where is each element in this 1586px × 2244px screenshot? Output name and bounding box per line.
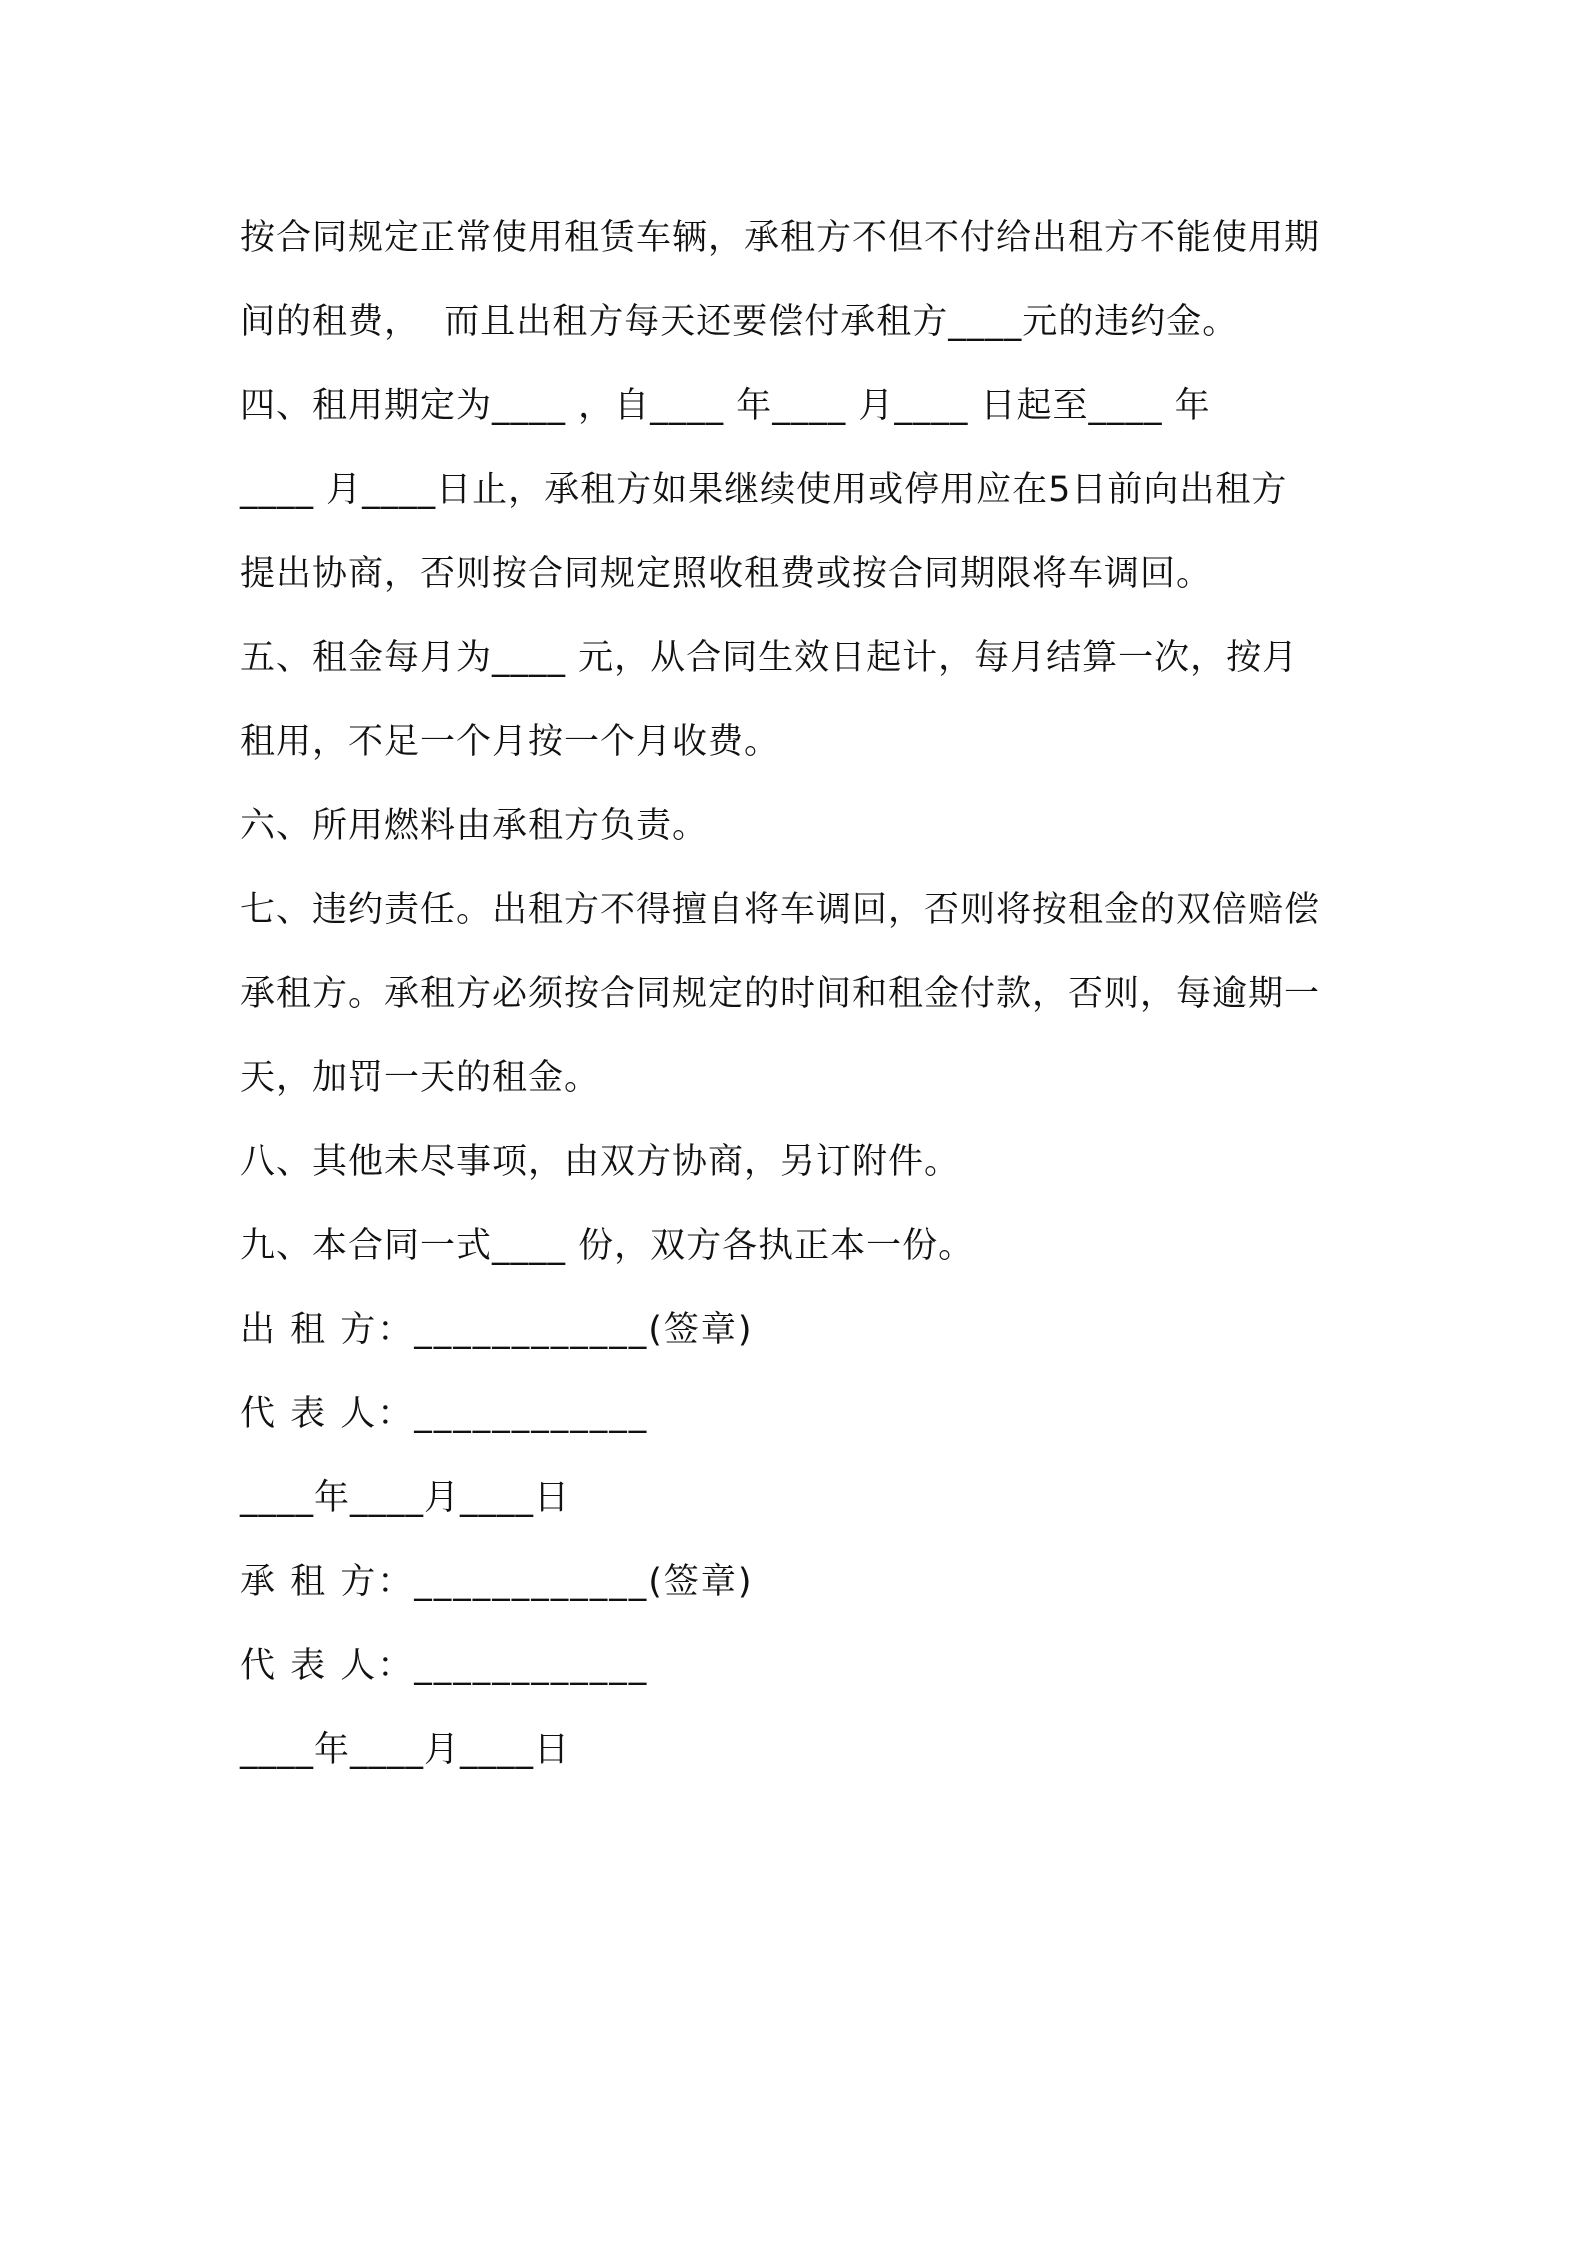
- clause-9: 九、本合同一式____ 份，双方各执正本一份。: [240, 1226, 975, 1266]
- clause-4-line-1: 四、租用期定为____ ，自____ 年____ 月____ 日起至____ 年: [240, 386, 1211, 426]
- lessee-signature-line: 承 租 方：____________(签章): [240, 1562, 754, 1602]
- lessor-date-line: ____年____月____日: [240, 1478, 571, 1518]
- clause-4-line-3: 提出协商，否则按合同规定照收租费或按合同期限将车调回。: [240, 554, 1213, 594]
- lessee-representative-line: 代 表 人：____________: [240, 1646, 649, 1686]
- clause-3-continued-line-1: 按合同规定正常使用租赁车辆，承租方不但不付给出租方不能使用期: [240, 218, 1321, 258]
- lessor-signature-line: 出 租 方：____________(签章): [240, 1310, 754, 1350]
- clause-5-line-2: 租用，不足一个月按一个月收费。: [240, 722, 781, 762]
- clause-4-line-2: ____ 月____日止，承租方如果继续使用或停用应在5日前向出租方: [240, 470, 1288, 510]
- clause-7-line-3: 天，加罚一天的租金。: [240, 1058, 601, 1098]
- clause-3-continued-line-2: 间的租费， 而且出租方每天还要偿付承租方____元的违约金。: [240, 302, 1239, 342]
- clause-8: 八、其他未尽事项，由双方协商，另订附件。: [240, 1142, 961, 1182]
- clause-7-line-1: 七、违约责任。出租方不得擅自将车调回，否则将按租金的双倍赔偿: [240, 890, 1321, 930]
- clause-7-line-2: 承租方。承租方必须按合同规定的时间和租金付款，否则，每逾期一: [240, 974, 1321, 1014]
- lessee-date-line: ____年____月____日: [240, 1730, 571, 1770]
- contract-page: [240, 196, 1360, 1792]
- lessor-representative-line: 代 表 人：____________: [240, 1394, 649, 1434]
- clause-6: 六、所用燃料由承租方负责。: [240, 806, 709, 846]
- clause-5-line-1: 五、租金每月为____ 元，从合同生效日起计，每月结算一次，按月: [240, 638, 1299, 678]
